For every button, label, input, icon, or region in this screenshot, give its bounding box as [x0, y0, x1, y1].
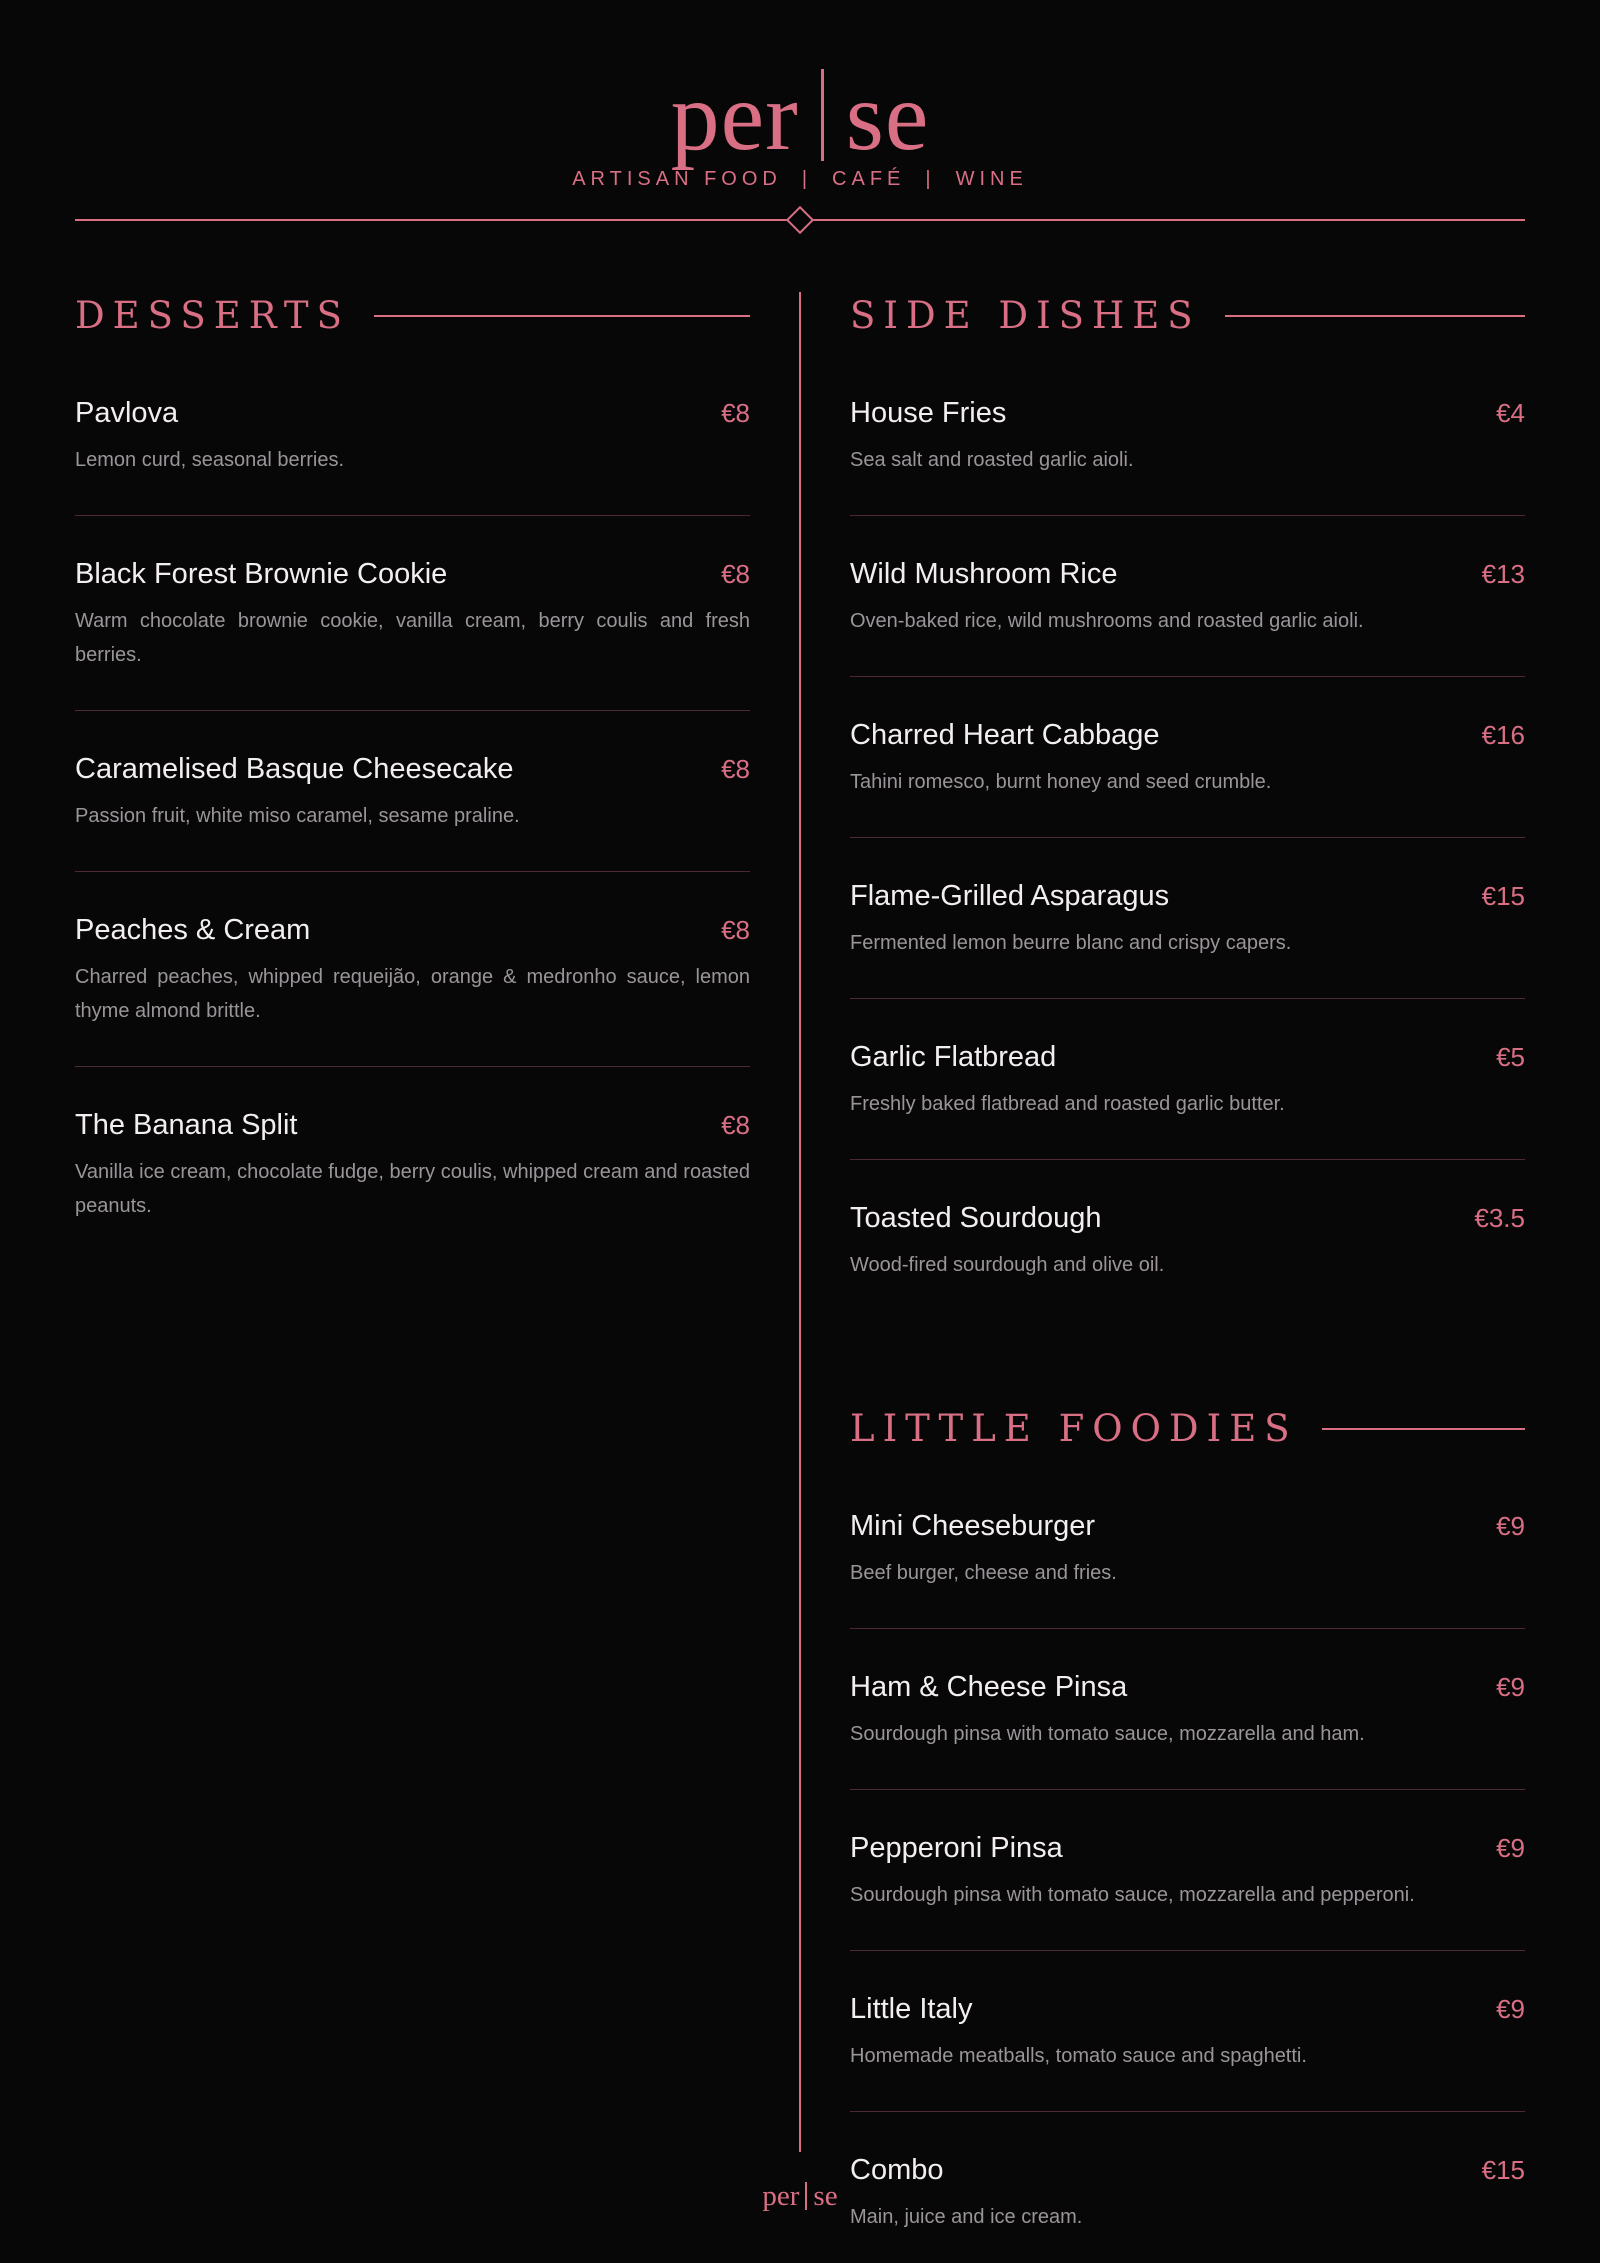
menu-item-price: €5 [1496, 1042, 1525, 1072]
footer-logo [0, 2180, 1600, 2213]
logo-text-left: per [670, 63, 799, 171]
menu-item-header [850, 1508, 1525, 1544]
menu-item [75, 515, 750, 710]
menu-item-name: The Banana Split [75, 1109, 298, 1141]
menu-item [75, 1066, 750, 1261]
menu-item-description: Sea salt and roasted garlic aioli. [850, 449, 1134, 471]
section-header-little-foodies [850, 1398, 1525, 1458]
menu-item-price: €8 [721, 1110, 750, 1140]
menu-list-little-foodies [850, 1508, 1525, 2263]
menu-item-price: €4 [1496, 398, 1525, 428]
menu-item-name: Garlic Flatbread [850, 1041, 1057, 1073]
menu-item-header [850, 717, 1525, 753]
menu-item-header [850, 1991, 1525, 2027]
tagline-separator: | [801, 168, 813, 190]
menu-item-description: Sourdough pinsa with tomato sauce, mozzarella and ham. [850, 1723, 1365, 1745]
menu-item-header [75, 912, 750, 948]
menu-item-description: Wood-fired sourdough and olive oil. [850, 1254, 1165, 1276]
menu-item-price: €9 [1496, 1511, 1525, 1541]
menu-item-price: €9 [1496, 1672, 1525, 1702]
menu-item-price: €13 [1481, 559, 1525, 589]
menu-item-price: €3.5 [1474, 1203, 1525, 1233]
menu-item-description: Lemon curd, seasonal berries. [75, 449, 345, 471]
section-spacer [850, 1320, 1525, 1398]
menu-item-name: Toasted Sourdough [850, 1202, 1102, 1234]
logo-divider [821, 69, 824, 161]
right-column [850, 285, 1525, 2263]
menu-list-side-dishes [850, 395, 1525, 1320]
menu-item [850, 1628, 1525, 1789]
section-header-desserts [75, 285, 750, 345]
menu-item-name: Ham & Cheese Pinsa [850, 1671, 1128, 1703]
menu-item-description: Vanilla ice cream, chocolate fudge, berry coulis, whipped cream and roasted peanuts. [75, 1161, 750, 1217]
brand-logo [0, 62, 1600, 172]
section-header-side-dishes [850, 285, 1525, 345]
menu-item-description: Oven-baked rice, wild mushrooms and roasted garlic aioli. [850, 610, 1364, 632]
menu-item-name: Peaches & Cream [75, 914, 311, 946]
menu-item-header [850, 1830, 1525, 1866]
tagline-separator: | [925, 168, 936, 190]
tagline-item: CAFÉ [832, 168, 906, 190]
menu-item [850, 1508, 1525, 1628]
menu-item-description: Main, juice and ice cream. [850, 2206, 1083, 2228]
menu-item-price: €8 [721, 559, 750, 589]
menu-item-name: Combo [850, 2154, 944, 2186]
menu-item [850, 515, 1525, 676]
menu-item-price: €8 [721, 754, 750, 784]
menu-item [850, 837, 1525, 998]
footer-logo-divider [805, 2182, 807, 2210]
footer-logo-right: se [813, 2180, 838, 2212]
section-rule [1322, 1428, 1525, 1430]
logo-text-right: se [845, 63, 930, 171]
menu-item-name: Little Italy [850, 1993, 973, 2025]
menu-item-price: €9 [1496, 1994, 1525, 2024]
menu-item-name: Flame-Grilled Asparagus [850, 880, 1170, 912]
section-title: LITTLE FOODIES [850, 1406, 1298, 1450]
section-title: DESSERTS [75, 293, 350, 337]
left-column [75, 285, 750, 1261]
menu-item [850, 998, 1525, 1159]
menu-item-description: Sourdough pinsa with tomato sauce, mozzarella and pepperoni. [850, 1884, 1415, 1906]
menu-item-price: €9 [1496, 1833, 1525, 1863]
menu-item-description: Freshly baked flatbread and roasted garlic butter. [850, 1093, 1285, 1115]
menu-item-header [850, 395, 1525, 431]
menu-item-name: Mini Cheeseburger [850, 1510, 1096, 1542]
menu-item-description: Passion fruit, white miso caramel, sesame praline. [75, 805, 520, 827]
menu-item-name: Pepperoni Pinsa [850, 1832, 1063, 1864]
menu-item-name: Caramelised Basque Cheesecake [75, 753, 514, 785]
menu-item-name: Black Forest Brownie Cookie [75, 558, 448, 590]
menu-item-price: €8 [721, 915, 750, 945]
menu-item-description: Charred peaches, whipped requeijão, orange & medronho sauce, lemon thyme almond brittle. [75, 966, 750, 1022]
menu-item [850, 1950, 1525, 2111]
menu-item-header [850, 1200, 1525, 1236]
menu-list-desserts [75, 395, 750, 1261]
menu-item-header [850, 556, 1525, 592]
menu-item-name: Pavlova [75, 397, 179, 429]
tagline-item: WINE [955, 168, 1028, 190]
menu-item-price: €15 [1481, 881, 1525, 911]
tagline-item: ARTISAN FOOD [572, 168, 782, 190]
menu-item [75, 710, 750, 871]
section-rule [1225, 315, 1525, 317]
menu-item-name: House Fries [850, 397, 1007, 429]
menu-item-price: €8 [721, 398, 750, 428]
menu-item [850, 1159, 1525, 1320]
menu-item-description: Tahini romesco, burnt honey and seed crumble. [850, 771, 1272, 793]
section-title: SIDE DISHES [850, 293, 1201, 337]
menu-item-description: Fermented lemon beurre blanc and crispy capers. [850, 932, 1292, 954]
menu-item [850, 395, 1525, 515]
column-divider [799, 292, 801, 2152]
brand-tagline [0, 168, 1600, 191]
menu-item-name: Wild Mushroom Rice [850, 558, 1118, 590]
menu-item-header [75, 1107, 750, 1143]
section-rule [374, 315, 750, 317]
menu-item-header [850, 1669, 1525, 1705]
menu-item-price: €15 [1481, 2155, 1525, 2185]
menu-item-header [850, 1039, 1525, 1075]
menu-item-description: Homemade meatballs, tomato sauce and spaghetti. [850, 2045, 1307, 2067]
menu-item-name: Charred Heart Cabbage [850, 719, 1160, 751]
menu-item-header [75, 556, 750, 592]
menu-item [850, 1789, 1525, 1950]
menu-item [75, 871, 750, 1066]
menu-item [75, 395, 750, 515]
menu-item-price: €16 [1481, 720, 1525, 750]
menu-item-header [75, 395, 750, 431]
menu-item-description: Warm chocolate brownie cookie, vanilla cream, berry coulis and fresh berries. [75, 610, 750, 666]
menu-item-description: Beef burger, cheese and fries. [850, 1562, 1117, 1584]
menu-item-header [850, 878, 1525, 914]
menu-item [850, 676, 1525, 837]
footer-logo-left: per [762, 2180, 800, 2212]
diamond-ornament-icon [786, 206, 814, 234]
menu-item-header [75, 751, 750, 787]
